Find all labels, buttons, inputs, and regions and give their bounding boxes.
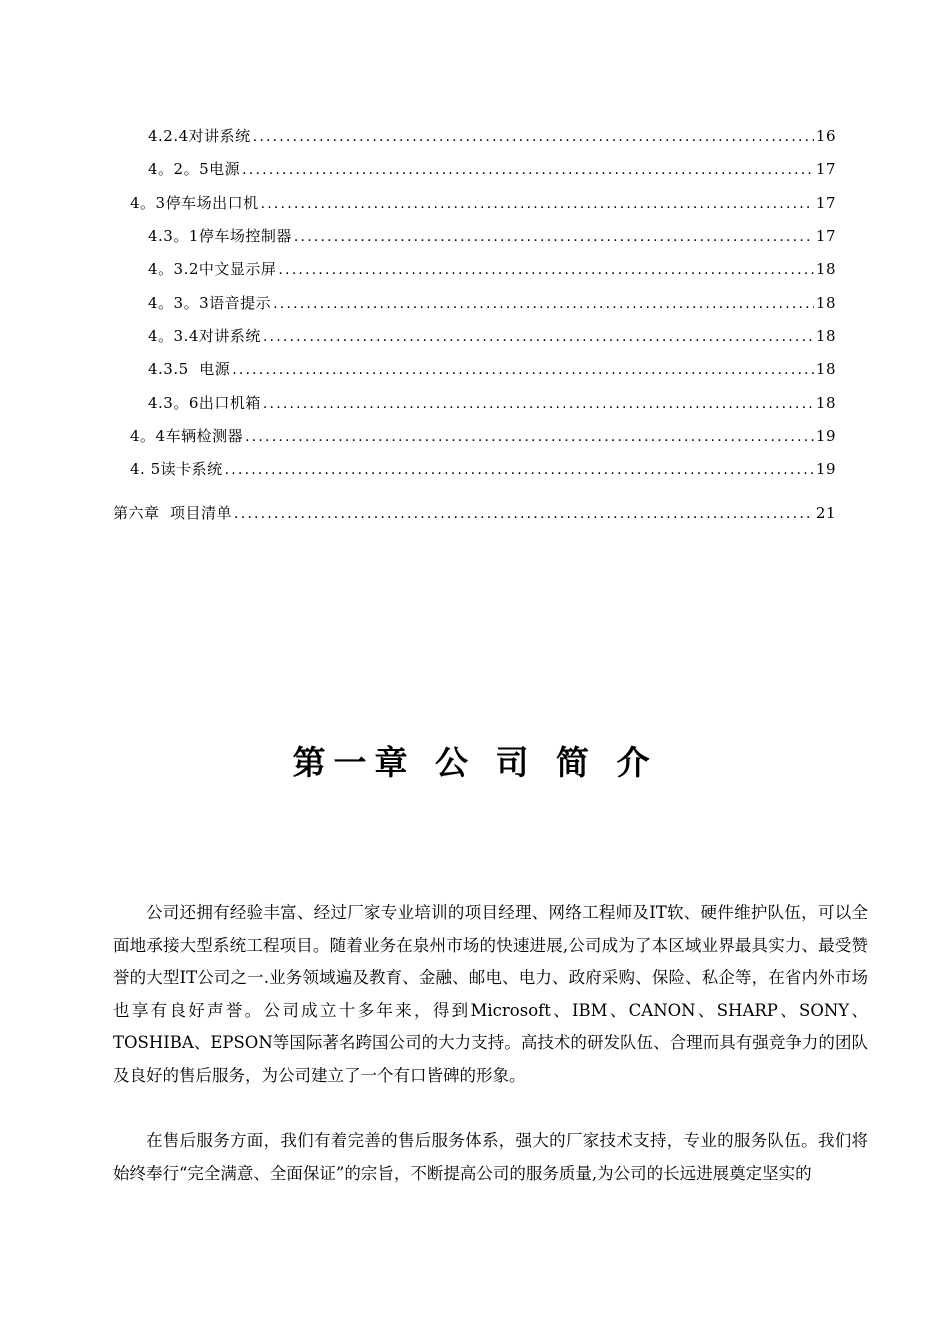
toc-entry-page: 18 bbox=[815, 327, 836, 345]
toc-entry[interactable] bbox=[148, 291, 836, 315]
toc-leader-dots bbox=[263, 325, 814, 349]
toc-entry-label: 4。3停车场出口机 bbox=[130, 194, 259, 212]
toc-entry-label: 第六章 项目清单 bbox=[113, 504, 233, 522]
body-paragraph: 公司还拥有经验丰富、经过厂家专业培训的项目经理、网络工程师及IT软、硬件维护队伍，可以全面地承接大型系统工程项目。随着业务在泉州市场的快速进展,公司成为了本区域业界最具实力、最受赞誉的大型IT公司之一.业务领域遍及教育、金融、邮电、电力、政府采购、保险、私企等，在省内外市场也享有良好声誉。公司成立十多年来，得到Microsoft、IBM、CANON、SHARP、SONY、TOSHIBA、EPSON等国际著名跨国公司的大力支持。高技术的研发队伍、合理而具有强竞争力的团队及良好的售后服务，为公司建立了一个有口皆碑的形象。 bbox=[113, 903, 868, 1085]
toc-leader-dots bbox=[225, 458, 814, 482]
body-paragraph: 在售后服务方面，我们有着完善的售后服务体系，强大的厂家技术支持，专业的服务队伍。我们将始终奉行“完全满意、全面保证”的宗旨，不断提高公司的服务质量,为公司的长远进展奠定坚实的 bbox=[113, 1131, 868, 1183]
toc-entry[interactable] bbox=[130, 424, 836, 448]
toc-entry-page: 17 bbox=[815, 194, 836, 212]
toc-entry-label: 4。3.2中文显示屏 bbox=[148, 260, 277, 278]
toc-entry-page: 18 bbox=[815, 394, 836, 412]
toc-entry[interactable] bbox=[113, 501, 836, 525]
toc-leader-dots bbox=[245, 425, 814, 449]
toc-entry-page: 17 bbox=[815, 227, 836, 245]
toc-leader-dots bbox=[263, 392, 814, 416]
toc-entry[interactable] bbox=[148, 324, 836, 348]
toc-entry-page: 17 bbox=[815, 160, 836, 178]
toc-entry[interactable] bbox=[130, 191, 836, 215]
toc-entry-label: 4。2。5电源 bbox=[148, 160, 241, 178]
toc-entry-page: 16 bbox=[815, 127, 836, 145]
toc-leader-dots bbox=[232, 358, 814, 382]
toc-entry[interactable] bbox=[148, 357, 836, 381]
toc-entry-page: 19 bbox=[815, 460, 836, 478]
toc-entry-label: 4.3.5 电源 bbox=[148, 360, 231, 378]
toc-entry-label: 4. 5读卡系统 bbox=[130, 460, 223, 478]
toc-entry-page: 18 bbox=[815, 294, 836, 312]
toc-entry-label: 4。4车辆检测器 bbox=[130, 427, 244, 445]
toc-entry-label: 4。3。3语音提示 bbox=[148, 294, 272, 312]
toc-leader-dots bbox=[261, 192, 814, 216]
toc-entry[interactable] bbox=[148, 124, 836, 148]
toc-entry[interactable] bbox=[148, 157, 836, 181]
toc-leader-dots bbox=[273, 292, 814, 316]
toc-entry[interactable] bbox=[148, 257, 836, 281]
toc-entry-page: 18 bbox=[815, 260, 836, 278]
toc-leader-dots bbox=[294, 225, 814, 249]
toc-entry-page: 18 bbox=[815, 360, 836, 378]
toc-entry-label: 4.2.4对讲系统 bbox=[148, 127, 251, 145]
toc-entry[interactable] bbox=[148, 391, 836, 415]
toc-leader-dots bbox=[253, 125, 814, 149]
toc-entry-label: 4.3。1停车场控制器 bbox=[148, 227, 292, 245]
toc-leader-dots bbox=[234, 502, 814, 526]
toc-entry[interactable] bbox=[148, 224, 836, 248]
toc-entry-label: 4.3。6出口机箱 bbox=[148, 394, 261, 412]
chapter-title: 第一章 公 司 简 介 bbox=[292, 743, 658, 782]
toc-leader-dots bbox=[242, 158, 814, 182]
toc-leader-dots bbox=[278, 258, 814, 282]
toc-entry[interactable] bbox=[130, 457, 836, 481]
toc-entry-page: 19 bbox=[815, 427, 836, 445]
toc-entry-page: 21 bbox=[815, 504, 836, 522]
toc-entry-label: 4。3.4对讲系统 bbox=[148, 327, 261, 345]
